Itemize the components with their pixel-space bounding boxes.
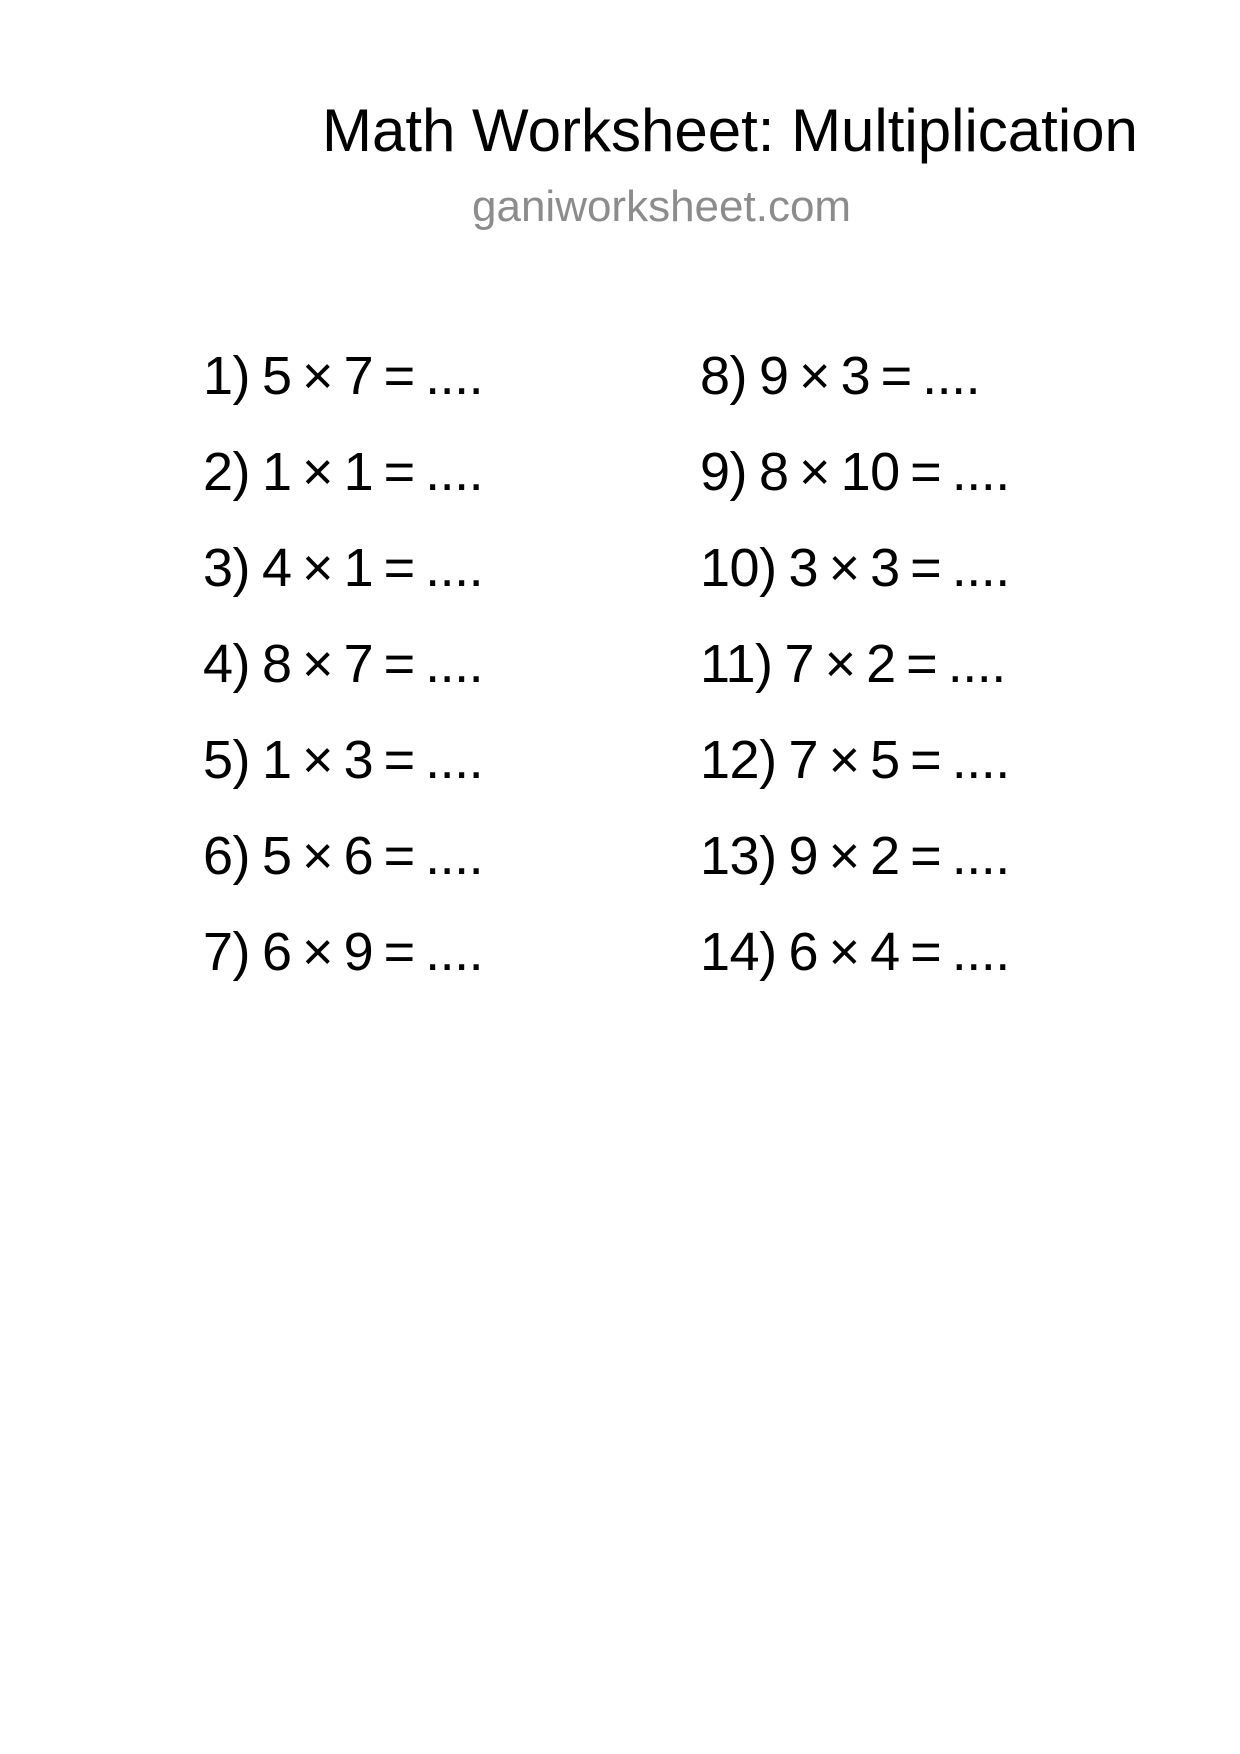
problem-number: 4) [203,634,251,694]
problem-row [203,826,484,886]
problem-number: 1) [203,346,251,406]
problem-number: 9) [700,442,748,502]
problem-row [700,538,1010,598]
problem-expression: 1 × 3 = .... [262,730,484,790]
problem-number: 11) [700,634,773,694]
problem-row [203,922,484,982]
problem-expression: 3 × 3 = .... [788,538,1010,598]
site-name: ganiworksheet.com [472,182,852,231]
problem-expression: 5 × 7 = .... [262,346,484,406]
page-title: Math Worksheet: Multiplication [322,97,1138,164]
problem-expression: 6 × 9 = .... [262,922,484,982]
problem-expression: 8 × 10 = .... [759,442,1010,502]
problem-expression: 5 × 6 = .... [262,826,484,886]
problem-number: 2) [203,442,251,502]
problem-expression: 4 × 1 = .... [262,538,484,598]
problem-row [203,730,484,790]
problem-number: 5) [203,730,251,790]
problem-expression: 9 × 3 = .... [759,346,981,406]
problem-row [700,634,1010,694]
problem-row [700,730,1010,790]
problems-column-right [700,346,1010,982]
problems-column-left [203,346,484,982]
problem-number: 14) [700,922,777,982]
problem-row [203,538,484,598]
problem-row [203,442,484,502]
problem-number: 12) [700,730,777,790]
problem-row [203,346,484,406]
problem-expression: 6 × 4 = .... [788,922,1010,982]
problem-expression: 7 × 5 = .... [788,730,1010,790]
problem-row [700,442,1010,502]
problem-number: 8) [700,346,748,406]
problem-number: 10) [700,538,777,598]
problem-expression: 8 × 7 = .... [262,634,484,694]
problem-row [203,634,484,694]
problem-expression: 7 × 2 = .... [784,634,1006,694]
problem-row [700,922,1010,982]
problem-number: 7) [203,922,251,982]
problem-expression: 1 × 1 = .... [262,442,484,502]
problem-expression: 9 × 2 = .... [788,826,1010,886]
problem-row [700,826,1010,886]
problem-number: 13) [700,826,777,886]
problem-number: 6) [203,826,251,886]
problem-row [700,346,1010,406]
problem-number: 3) [203,538,251,598]
